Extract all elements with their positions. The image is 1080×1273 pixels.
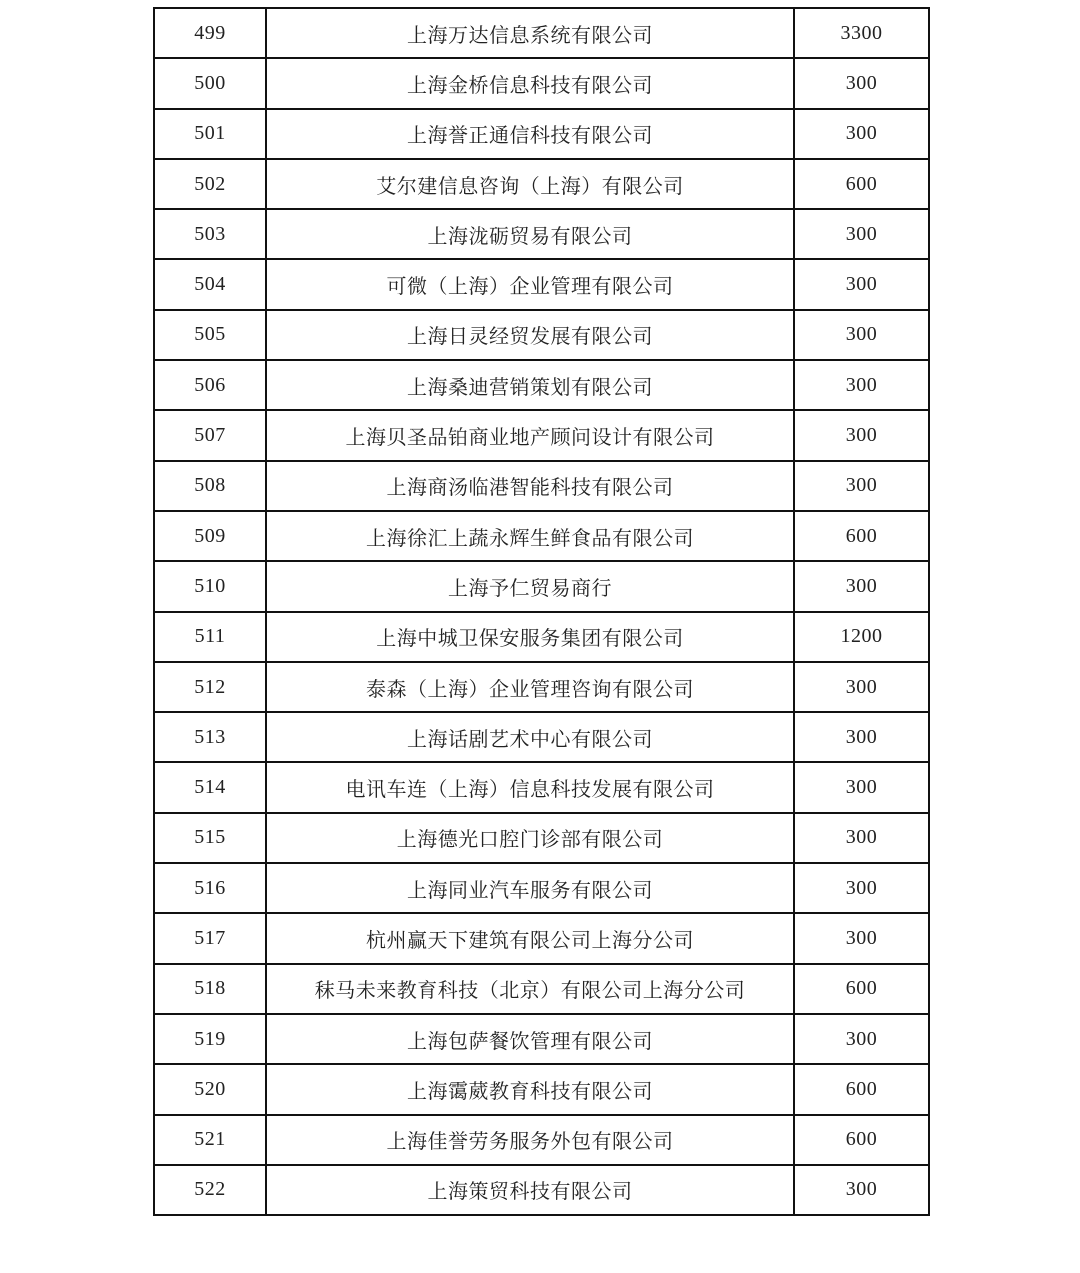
table-row (154, 964, 929, 1014)
amount: 300 (794, 259, 929, 309)
row-number: 500 (154, 58, 266, 108)
amount: 300 (794, 58, 929, 108)
table-row (154, 310, 929, 360)
row-number: 501 (154, 109, 266, 159)
table-row (154, 762, 929, 812)
amount: 300 (794, 209, 929, 259)
amount: 1200 (794, 612, 929, 662)
company-name: 上海商汤临港智能科技有限公司 (266, 461, 794, 511)
row-number: 507 (154, 410, 266, 460)
row-number: 511 (154, 612, 266, 662)
company-name: 上海予仁贸易商行 (266, 561, 794, 611)
row-number: 503 (154, 209, 266, 259)
table-row (154, 662, 929, 712)
company-name: 上海金桥信息科技有限公司 (266, 58, 794, 108)
row-number: 519 (154, 1014, 266, 1064)
company-name: 上海同业汽车服务有限公司 (266, 863, 794, 913)
row-number: 513 (154, 712, 266, 762)
company-name: 电讯车连（上海）信息科技发展有限公司 (266, 762, 794, 812)
table-row (154, 511, 929, 561)
company-name: 上海誉正通信科技有限公司 (266, 109, 794, 159)
table-row (154, 8, 929, 58)
company-name: 泰森（上海）企业管理咨询有限公司 (266, 662, 794, 712)
amount: 600 (794, 1115, 929, 1165)
amount: 300 (794, 561, 929, 611)
table-row (154, 259, 929, 309)
row-number: 522 (154, 1165, 266, 1215)
company-name: 上海德光口腔门诊部有限公司 (266, 813, 794, 863)
row-number: 506 (154, 360, 266, 410)
row-number: 517 (154, 913, 266, 963)
company-name: 可微（上海）企业管理有限公司 (266, 259, 794, 309)
table-body (154, 8, 929, 1215)
row-number: 508 (154, 461, 266, 511)
row-number: 518 (154, 964, 266, 1014)
amount: 300 (794, 813, 929, 863)
company-name: 上海万达信息系统有限公司 (266, 8, 794, 58)
row-number: 516 (154, 863, 266, 913)
row-number: 510 (154, 561, 266, 611)
table-row (154, 913, 929, 963)
row-number: 502 (154, 159, 266, 209)
row-number: 512 (154, 662, 266, 712)
amount: 600 (794, 511, 929, 561)
row-number: 505 (154, 310, 266, 360)
table-row (154, 360, 929, 410)
row-number: 499 (154, 8, 266, 58)
table-row (154, 813, 929, 863)
company-name: 上海策贸科技有限公司 (266, 1165, 794, 1215)
row-number: 515 (154, 813, 266, 863)
amount: 300 (794, 109, 929, 159)
amount: 300 (794, 410, 929, 460)
table-row (154, 209, 929, 259)
table-row (154, 863, 929, 913)
amount: 600 (794, 1064, 929, 1114)
amount: 300 (794, 461, 929, 511)
row-number: 514 (154, 762, 266, 812)
company-name: 上海包萨餐饮管理有限公司 (266, 1014, 794, 1064)
company-name: 上海贝圣品铂商业地产顾问设计有限公司 (266, 410, 794, 460)
table-row (154, 58, 929, 108)
table-row (154, 561, 929, 611)
table-row (154, 410, 929, 460)
company-name: 上海霭葳教育科技有限公司 (266, 1064, 794, 1114)
table-row (154, 461, 929, 511)
company-name: 上海佳誉劳务服务外包有限公司 (266, 1115, 794, 1165)
amount: 300 (794, 863, 929, 913)
amount: 300 (794, 1014, 929, 1064)
table-row (154, 1014, 929, 1064)
amount: 300 (794, 662, 929, 712)
amount: 600 (794, 159, 929, 209)
amount: 300 (794, 762, 929, 812)
company-name: 杭州赢天下建筑有限公司上海分公司 (266, 913, 794, 963)
table-row (154, 612, 929, 662)
company-name: 上海日灵经贸发展有限公司 (266, 310, 794, 360)
table-row (154, 159, 929, 209)
amount: 300 (794, 310, 929, 360)
amount: 300 (794, 1165, 929, 1215)
company-name: 艾尔建信息咨询（上海）有限公司 (266, 159, 794, 209)
table-row (154, 712, 929, 762)
amount: 600 (794, 964, 929, 1014)
company-name: 上海徐汇上蔬永辉生鲜食品有限公司 (266, 511, 794, 561)
row-number: 520 (154, 1064, 266, 1114)
table-row (154, 109, 929, 159)
row-number: 521 (154, 1115, 266, 1165)
table-row (154, 1115, 929, 1165)
row-number: 504 (154, 259, 266, 309)
amount: 300 (794, 712, 929, 762)
table-row (154, 1165, 929, 1215)
amount: 3300 (794, 8, 929, 58)
company-name: 上海桑迪营销策划有限公司 (266, 360, 794, 410)
amount: 300 (794, 360, 929, 410)
table-row (154, 1064, 929, 1114)
company-list-table (153, 7, 930, 1216)
amount: 300 (794, 913, 929, 963)
company-name: 上海泷砺贸易有限公司 (266, 209, 794, 259)
company-name: 上海话剧艺术中心有限公司 (266, 712, 794, 762)
row-number: 509 (154, 511, 266, 561)
company-name: 上海中城卫保安服务集团有限公司 (266, 612, 794, 662)
company-name: 秣马未来教育科技（北京）有限公司上海分公司 (266, 964, 794, 1014)
